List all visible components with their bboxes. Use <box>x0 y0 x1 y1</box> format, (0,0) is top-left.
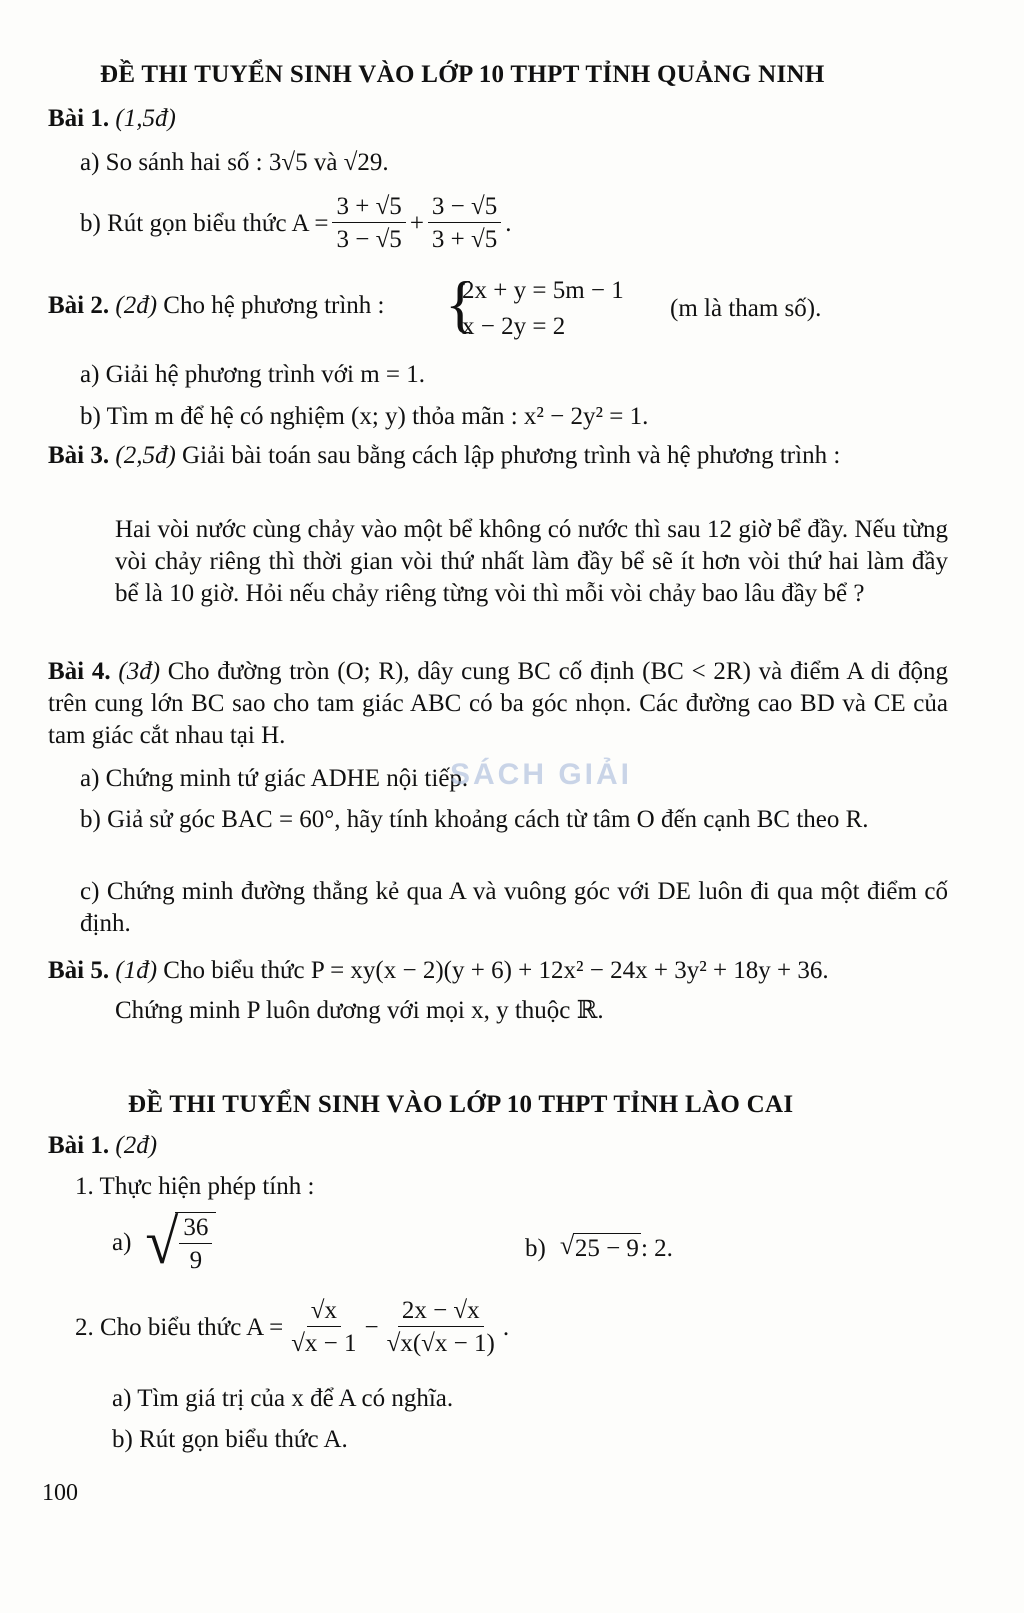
bai5-text: Cho biểu thức P = xy(x − 2)(y + 6) + 12x² − 24x + 3y² + 18y + 36. <box>163 957 829 984</box>
bai2-label: Bài 2. <box>48 292 110 319</box>
q1b-sqrt <box>560 1236 641 1261</box>
watermark-logo: SÁCH GIẢI <box>450 758 633 791</box>
bai1a-text: a) So sánh hai số : 3√5 và √29. <box>80 149 389 176</box>
fraction-numerator: √x <box>307 1298 341 1327</box>
exam2-q2b-text: b) Rút gọn biểu thức A. <box>112 1426 348 1453</box>
sqrt-radicand: 25 − 9 <box>574 1235 639 1262</box>
bai1-points: (1,5đ) <box>115 105 176 132</box>
fraction-denominator: √x − 1 <box>291 1330 357 1357</box>
fraction-numerator: 2x − √x <box>398 1298 484 1327</box>
bai3-points: (2,5đ) <box>115 442 176 469</box>
bai1b-fraction-2 <box>428 194 501 252</box>
exam1-bai1-heading <box>48 106 176 131</box>
bai4b-text: b) Giả sử góc BAC = 60°, hãy tính khoảng cách từ tâm O đến cạnh BC theo R. <box>80 806 869 833</box>
bai4a-text: a) Chứng minh tứ giác ADHE nội tiếp. <box>80 765 469 792</box>
exam1-bai3-heading <box>48 440 948 472</box>
q1b-tail: : 2. <box>640 1235 673 1262</box>
bai1b-prefix: b) Rút gọn biểu thức A = <box>80 209 329 237</box>
exam1-bai2-heading <box>48 293 385 318</box>
system-brace: { <box>445 268 476 339</box>
bai1b-expression <box>80 194 512 252</box>
period: . <box>502 1313 510 1341</box>
bai2-points: (2đ) <box>115 292 158 319</box>
bai4-label: Bài 4. <box>48 658 111 685</box>
exam2-q1b <box>525 1236 673 1261</box>
fraction-numerator: 3 − √5 <box>428 194 501 223</box>
bai5-points: (1đ) <box>115 957 158 984</box>
fraction-denominator: 9 <box>189 1247 203 1274</box>
q1a-label: a) <box>112 1229 132 1256</box>
exam2-q1a <box>112 1207 216 1277</box>
bai3-label: Bài 3. <box>48 442 110 469</box>
exam2-q2-expression <box>75 1298 509 1356</box>
bai4-text: Cho đường tròn (O; R), dây cung BC cố định (BC < 2R) và điểm A di động trên cung lớn BC sao cho tam giác ABC có ba góc nhọn. Các đường cao BD và CE của tam giác cắt nhau tại H. <box>48 658 948 749</box>
exam1-title: ĐỀ THI TUYỂN SINH VÀO LỚP 10 THPT TỈNH QUẢNG NINH <box>100 61 825 88</box>
bai3-text: Giải bài toán sau bằng cách lập phương trình và hệ phương trình : <box>182 442 841 469</box>
bai3-body: Hai vòi nước cùng chảy vào một bể không có nước thì sau 12 giờ bể đầy. Nếu từng vòi chảy riêng thì thời gian vòi thứ nhất làm đầy bể sẽ ít hơn vòi thứ hai làm đầy bể là 10 giờ. Hỏi nếu chảy riêng từng vòi thì mỗi vòi chảy bao lâu đầy bể ? <box>115 516 948 607</box>
q1a-fraction <box>179 1215 212 1273</box>
exam2-bai1-heading <box>48 1133 157 1158</box>
fraction-denominator: √x(√x − 1) <box>386 1330 495 1357</box>
fraction-numerator: 36 <box>179 1215 212 1244</box>
fraction-denominator: 3 + √5 <box>431 226 498 253</box>
bai5-text-2: Chứng minh P luôn dương với mọi x, y thuộc ℝ. <box>115 997 604 1024</box>
exam1-bai5-heading <box>48 958 829 983</box>
bai5-label: Bài 5. <box>48 957 110 984</box>
bai1-label: Bài 1. <box>48 105 110 132</box>
bai2b-text: b) Tìm m để hệ có nghiệm (x; y) thỏa mãn : x² − 2y² = 1. <box>80 403 649 430</box>
q1a-sqrt <box>145 1207 216 1277</box>
bai2-equation-1: 2x + y = 5m − 1 <box>462 277 624 304</box>
sqrt-sign: √ <box>145 1207 179 1277</box>
fraction-denominator: 3 − √5 <box>336 226 402 253</box>
page-number: 100 <box>42 1480 78 1506</box>
sqrt-radicand <box>175 1212 216 1273</box>
bai4c-text: c) Chứng minh đường thẳng kẻ qua A và vuông góc với DE luôn đi qua một điểm cố định. <box>80 878 948 937</box>
q2-fraction-2 <box>383 1298 499 1356</box>
q2-fraction-1 <box>287 1298 360 1356</box>
period: . <box>505 209 512 237</box>
fraction-numerator: 3 + √5 <box>332 194 405 223</box>
exam2-title: ĐỀ THI TUYỂN SINH VÀO LỚP 10 THPT TỈNH LÀO CAI <box>128 1091 794 1118</box>
bai4-points: (3đ) <box>118 658 161 685</box>
q1b-label: b) <box>525 1235 546 1262</box>
exam2-q1-text: 1. Thực hiện phép tính : <box>75 1173 315 1200</box>
minus-sign: − <box>364 1313 379 1341</box>
exam2-q2a-text: a) Tìm giá trị của x để A có nghĩa. <box>112 1385 454 1412</box>
exam2-bai1-points: (2đ) <box>115 1132 158 1159</box>
bai2-note: (m là tham số). <box>670 295 822 322</box>
plus-sign: + <box>409 209 424 237</box>
exam1-bai4-heading <box>48 656 948 752</box>
q2-prefix: 2. Cho biểu thức A = <box>75 1313 284 1341</box>
bai1b-fraction-1 <box>332 194 405 252</box>
bai2-equation-2: x − 2y = 2 <box>462 313 566 340</box>
bai2-text: Cho hệ phương trình : <box>163 292 385 319</box>
exam2-bai1-label: Bài 1. <box>48 1132 110 1159</box>
bai2a-text: a) Giải hệ phương trình với m = 1. <box>80 361 426 388</box>
